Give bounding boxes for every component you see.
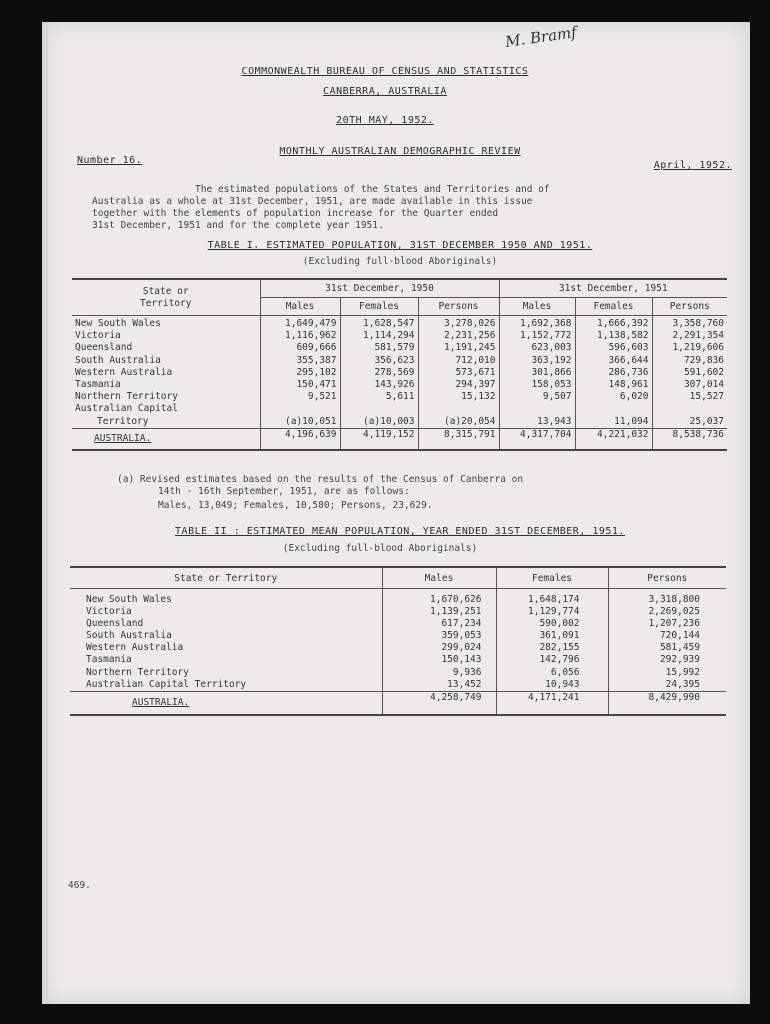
table1-females-1950: 1,628,547 1,114,294 581,579 356,623 278,569 143,926 5,611 (a)10,003 xyxy=(340,316,418,429)
table1-group-1951: 31st December, 1951 xyxy=(499,279,727,298)
table1-footnote: (a) Revised estimates based on the results of the Census of Canberra on xyxy=(117,474,524,485)
table2-males: 1,670,626 1,139,251 617,234 359,053 299,024 150,143 9,936 13,452 xyxy=(382,589,496,692)
col-persons-1950: Persons xyxy=(418,298,499,316)
table1-subtitle: (Excluding full-blood Aboriginals) xyxy=(302,256,498,267)
table1 xyxy=(72,278,727,451)
table1-persons-1951: 3,358,760 2,291,354 1,219,606 729,836 591,602 307,014 15,527 25,037 xyxy=(652,316,727,429)
table1-females-1951: 1,666,392 1,138,582 596,603 366,644 286,736 148,961 6,020 11,094 xyxy=(575,316,652,429)
col-persons-1951: Persons xyxy=(652,298,727,316)
table2-total-females: 4,171,241 xyxy=(496,691,608,715)
table2-title: TABLE II : ESTIMATED MEAN POPULATION, YEAR ENDED 31ST DECEMBER, 1951. xyxy=(175,526,625,537)
col-males-1951: Males xyxy=(499,298,575,316)
table2-col-females: Females xyxy=(496,567,608,589)
issue-date: April, 1952. xyxy=(653,160,732,171)
table2-col-males: Males xyxy=(382,567,496,589)
table2-females: 1,648,174 1,129,774 590,002 361,091 282,155 142,796 6,056 10,943 xyxy=(496,589,608,692)
place-heading: CANBERRA, AUSTRALIA xyxy=(323,86,447,97)
page-number: 469. xyxy=(68,880,91,891)
report-date: 20TH MAY, 1952. xyxy=(336,115,434,126)
table2-total-males: 4,258,749 xyxy=(382,691,496,715)
table1-total-females-1950: 4,119,152 xyxy=(340,428,418,450)
table1-group-1950: 31st December, 1950 xyxy=(260,279,499,298)
table1-footnote: Males, 13,049; Females, 10,580; Persons, 23,629. xyxy=(158,500,433,511)
col-females-1950: Females xyxy=(340,298,418,316)
page-edge xyxy=(42,22,48,1004)
table1-total-males-1950: 4,196,639 xyxy=(260,428,340,450)
review-title: MONTHLY AUSTRALIAN DEMOGRAPHIC REVIEW xyxy=(279,146,521,157)
table1-footnote: 14th - 16th September, 1951, are as follows: xyxy=(158,486,410,497)
table1-state-header: State or Territory xyxy=(72,279,260,316)
col-females-1951: Females xyxy=(575,298,652,316)
table1-males-1951: 1,692,368 1,152,772 623,003 363,192 301,866 158,053 9,507 13,943 xyxy=(499,316,575,429)
handwritten-annotation: M. Bramf xyxy=(504,23,578,51)
table2-total-persons: 8,429,990 xyxy=(608,691,726,715)
issue-number: Number 16. xyxy=(77,155,143,166)
col-males-1950: Males xyxy=(260,298,340,316)
document-page xyxy=(42,22,750,1004)
table1-title: TABLE I. ESTIMATED POPULATION, 31ST DECEMBER 1950 AND 1951. xyxy=(207,240,593,251)
table1-total-females-1951: 4,221,032 xyxy=(575,428,652,450)
table2 xyxy=(70,566,726,716)
intro-line: together with the elements of population increase for the Quarter ended xyxy=(92,208,499,219)
table1-total-persons-1951: 8,538,736 xyxy=(652,428,727,450)
table2-state-header: State or Territory xyxy=(174,572,278,584)
table2-state-names: New South Wales Victoria Queensland South Australia Western Australia Tasmania Northern Territory Australian Capital Territory xyxy=(86,594,247,690)
table1-persons-1950: 3,278,026 2,231,256 1,191,245 712,010 573,671 294,397 15,132 (a)20,054 xyxy=(418,316,499,429)
intro-line: The estimated populations of the States and Territories and of xyxy=(195,184,550,195)
org-heading: COMMONWEALTH BUREAU OF CENSUS AND STATISTICS xyxy=(241,66,529,77)
table2-total-label: AUSTRALIA. xyxy=(132,697,190,709)
intro-line: 31st December, 1951 and for the complete year 1951. xyxy=(92,220,384,231)
table1-total-males-1951: 4,317,704 xyxy=(499,428,575,450)
table1-total-persons-1950: 8,315,791 xyxy=(418,428,499,450)
table2-subtitle: (Excluding full-blood Aboriginals) xyxy=(282,543,478,554)
table1-total-label: AUSTRALIA. xyxy=(94,433,152,445)
intro-line: Australia as a whole at 31st December, 1951, are made available in this issue xyxy=(92,196,533,207)
table1-state-names: New South Wales Victoria Queensland South Australia Western Australia Tasmania Northern Territory Australian Capital Territory xyxy=(75,318,178,427)
table2-col-persons: Persons xyxy=(608,567,726,589)
table1-males-1950: 1,649,479 1,116,962 609,666 355,387 295,102 150,471 9,521 (a)10,051 xyxy=(260,316,340,429)
table2-persons: 3,318,800 2,269,025 1,207,236 720,144 581,459 292,939 15,992 24,395 xyxy=(608,589,726,692)
